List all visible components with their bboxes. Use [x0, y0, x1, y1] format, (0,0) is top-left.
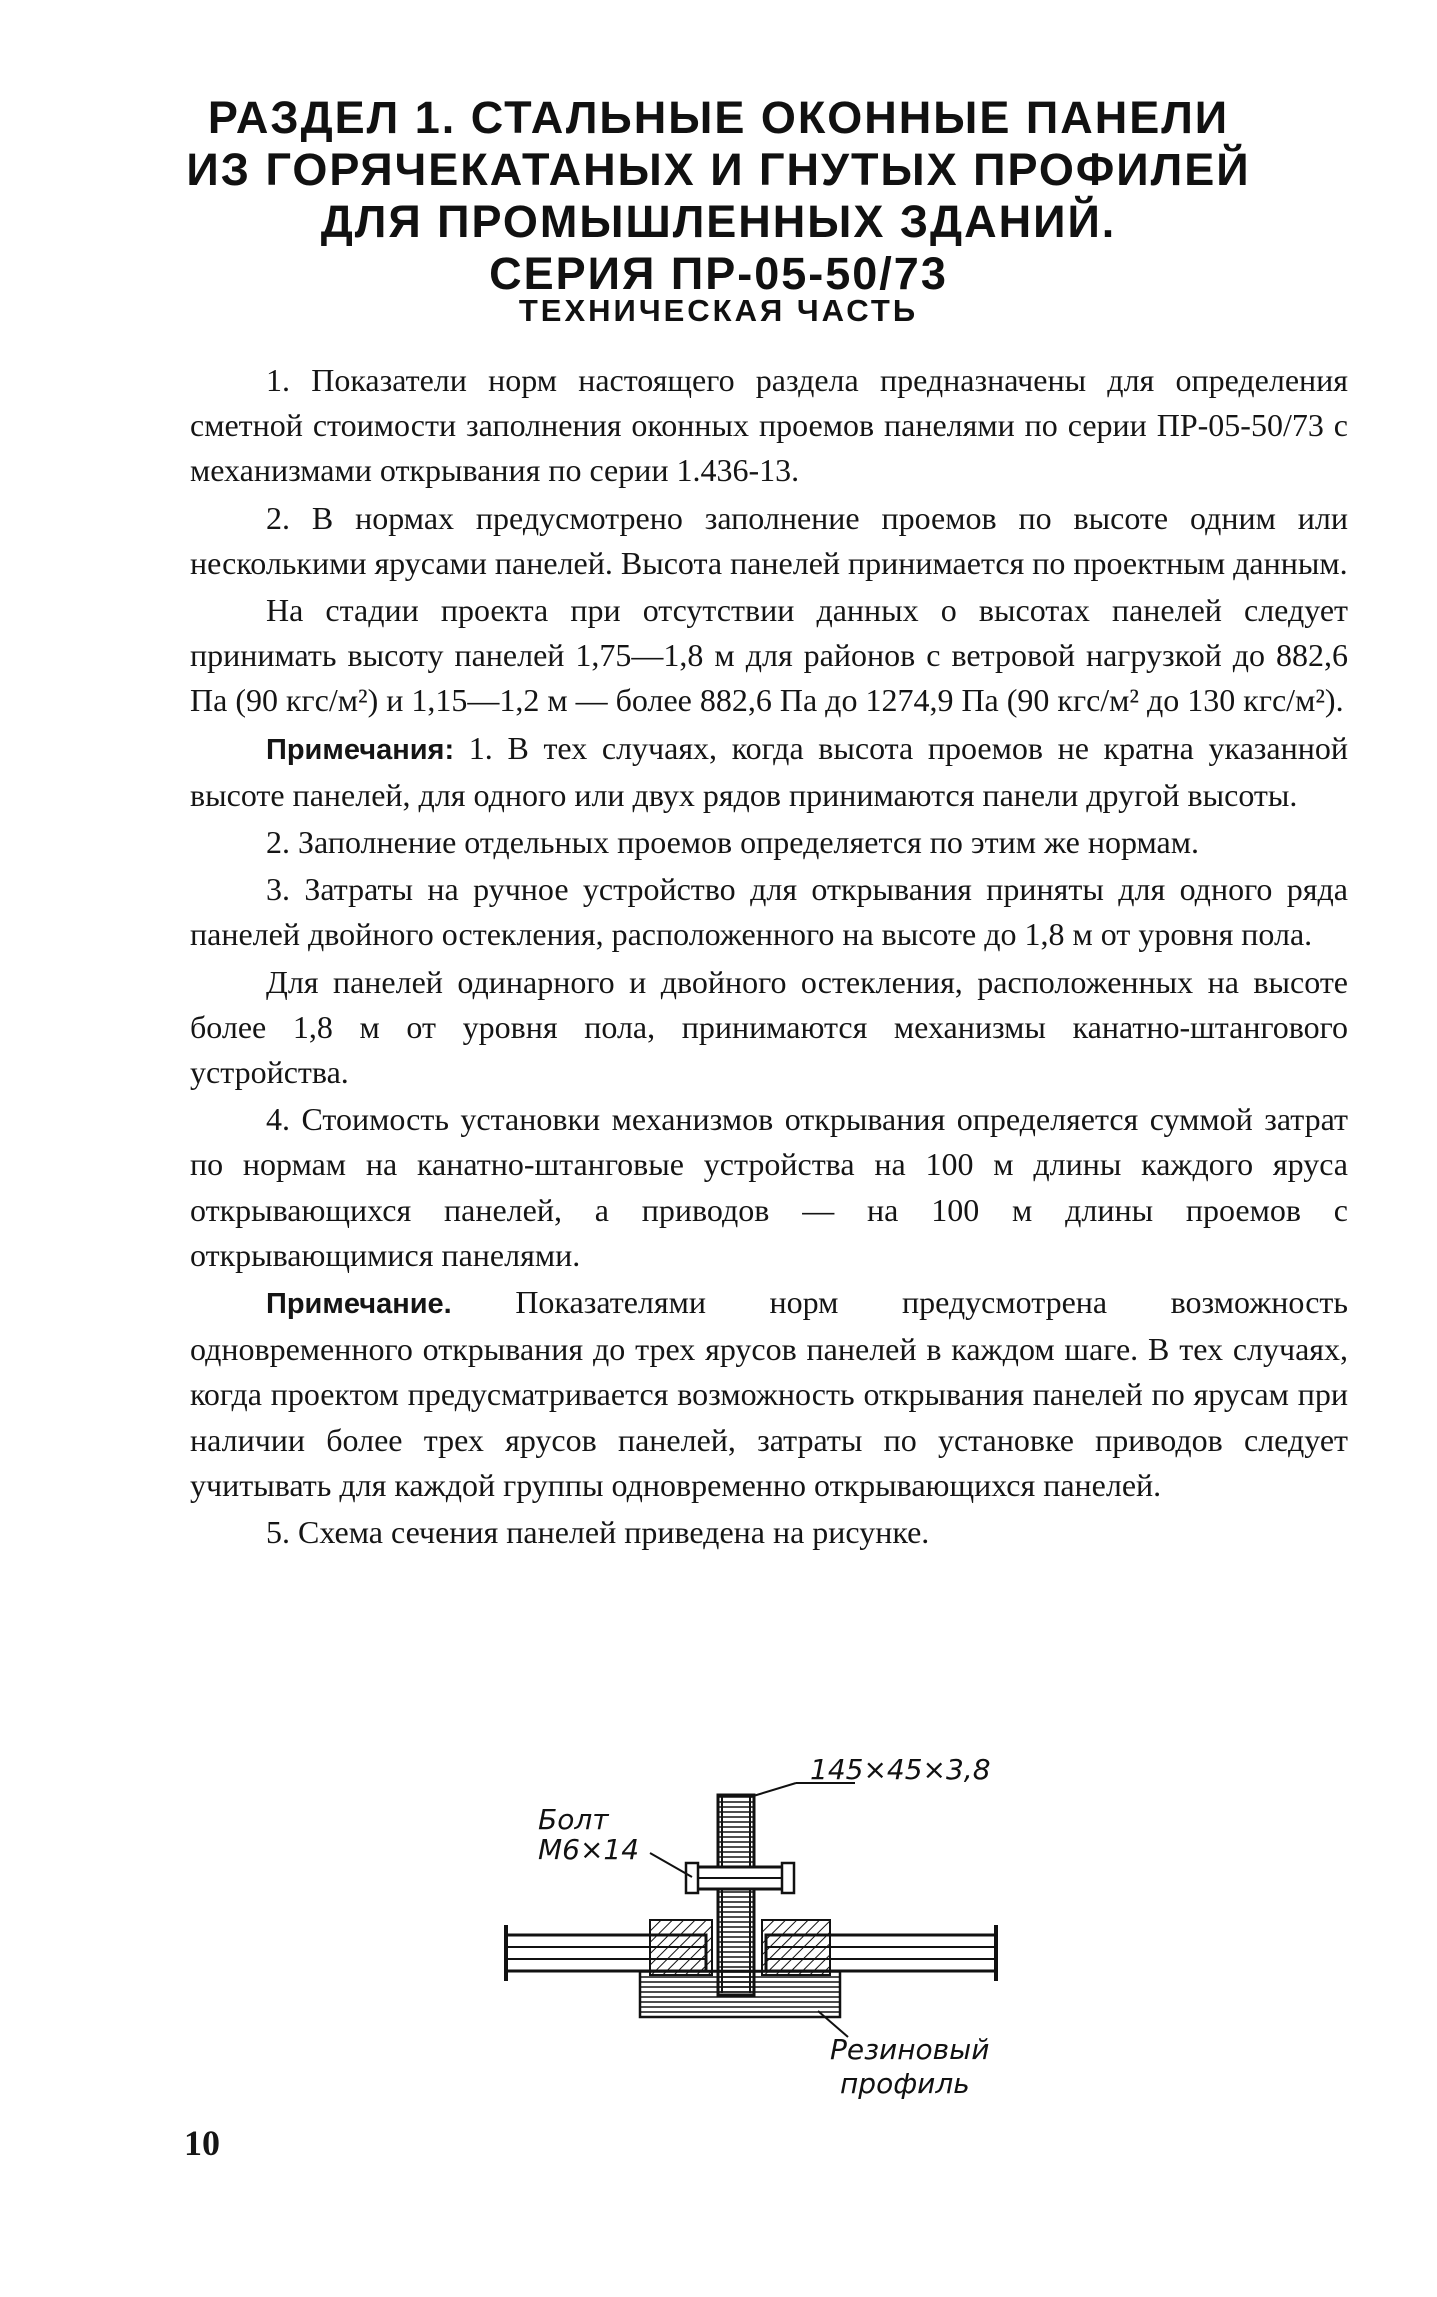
- panel-section-figure: [500, 1753, 1060, 2115]
- rubber-profile-right: [762, 1920, 830, 1975]
- paragraph-5: Для панелей одинарного и двойного остекления, расположенных на высоте более 1,8 м от уровня пола, принимаются механизмы канатно-штангового устройства.: [190, 963, 1348, 1091]
- note-1-label: Примечания:: [266, 733, 455, 766]
- profile-size-label: 145×45×3,8: [810, 1753, 991, 1786]
- note-1-text: 1. В тех случаях, когда высота проемов не кратна указанной высоте панелей, для одного или двух рядов принимаются панели другой высоты.: [190, 729, 1348, 813]
- note-3: [190, 1280, 1348, 1508]
- page-number: 10: [184, 2123, 220, 2163]
- title-line-4: СЕРИЯ ПР-05-50/73: [489, 248, 948, 299]
- bolt-label-1: Болт: [538, 1803, 609, 1836]
- title-line-2: ИЗ ГОРЯЧЕКАТАНЫХ И ГНУТЫХ ПРОФИЛЕЙ: [186, 144, 1251, 195]
- note-1: [190, 726, 1348, 818]
- note-2: 2. Заполнение отдельных проемов определяется по этим же нормам.: [266, 824, 1199, 861]
- paragraph-6: 4. Стоимость установки механизмов открывания определяется суммой затрат по нормам на канатно-штанговые устройства на 100 м длины каждого яруса открывающихся панелей, а приводов — на 100 м длины проемов с открывающимися панелями.: [190, 1101, 1348, 1273]
- note-3-label: Примечание.: [266, 1288, 452, 1321]
- paragraph-3: На стадии проекта при отсутствии данных о высотах панелей следует принимать высоту панелей 1,75—1,8 м для районов с ветровой нагрузкой до 882,6 Па (90 кгс/м²) и 1,15—1,2 м — более 882,6 Па до 1274,9 Па (90 кгс/м² до 130 кгс/м²).: [190, 592, 1348, 719]
- rubber-label-2: профиль: [840, 2067, 970, 2100]
- note-3-text: Показателями норм предусмотрена возможность одновременного открывания до трех ярусов панелей в каждом шаге. В тех случаях, когда проектом предусматривается возможность открывания панелей по ярусам при наличии более трех ярусов панелей, затраты по установке приводов следует учитывать для каждой группы одновременно открывающихся панелей.: [190, 1284, 1348, 1503]
- bolt-label-2: М6×14: [538, 1833, 640, 1866]
- paragraph-7: 5. Схема сечения панелей приведена на рисунке.: [266, 1514, 930, 1551]
- section-title: [150, 92, 1287, 300]
- paragraph-2: 2. В нормах предусмотрено заполнение проемов по высоте одним или несколькими ярусами панелей. Высота панелей принимается по проектным данным.: [190, 499, 1348, 581]
- body-text: [190, 358, 1348, 1557]
- t-profile: [718, 1795, 754, 1995]
- title-line-1: РАЗДЕЛ 1. СТАЛЬНЫЕ ОКОННЫЕ ПАНЕЛИ: [207, 92, 1230, 143]
- paragraph-4: 3. Затраты на ручное устройство для открывания приняты для одного ряда панелей двойного остекления, расположенного на высоте до 1,8 м от уровня пола.: [190, 871, 1348, 953]
- subtitle: ТЕХНИЧЕСКАЯ ЧАСТЬ: [518, 293, 919, 328]
- title-line-3: ДЛЯ ПРОМЫШЛЕННЫХ ЗДАНИЙ.: [320, 196, 1117, 247]
- paragraph-1: 1. Показатели норм настоящего раздела предназначены для определения сметной стоимости заполнения оконных проемов панелями по серии ПР-05-50/73 с механизмами открывания по серии 1.436-13.: [190, 362, 1348, 489]
- rubber-label-1: Резиновый: [830, 2033, 990, 2066]
- rubber-profile-left: [650, 1920, 712, 1975]
